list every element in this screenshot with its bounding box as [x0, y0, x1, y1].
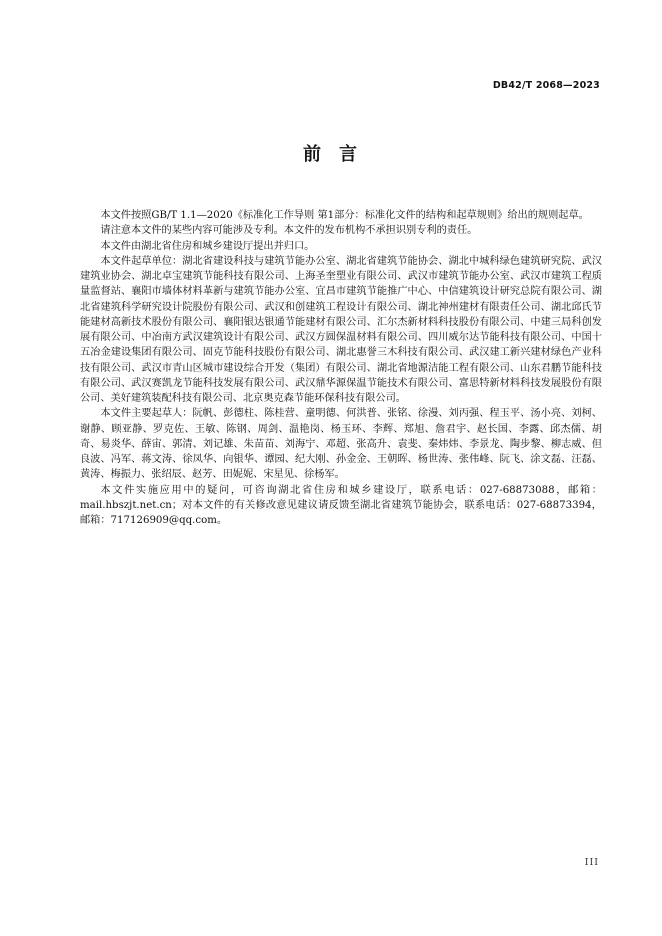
paragraph-patent-notice: 请注意本文件的某些内容可能涉及专利。本文件的发布机构不承担识别专利的责任。: [100, 225, 478, 237]
paragraph-drafters: 本文件主要起草人：阮帆、彭德柱、陈桂营、童明德、何洪普、张铭、徐漫、刘丙强、程玉平、汤小亮、刘柯、谢静、顾亚静、罗克佐、王敏、陈钢、周剑、温艳岗、杨玉环、李辉、郑旭、詹君宇、赵长国、李露、邱杰儒、胡奇、易炎华、薛宙、郭清、刘记雄、朱苗苗、刘海宁、邓超、张高升、袁斐、秦炜炜、李景龙、陶步黎、柳志威、但良波、冯军、蒋文涛、徐凤华、向银华、谭园、纪大刚、孙金金、王朝晖、杨世涛、张伟峰、阮飞、涂文磊、汪磊、黄涛、梅振力、张绍辰、赵芳、田妮妮、宋星见、徐杨军。: [80, 408, 602, 481]
paragraph-drafting-rules: 本文件按照GB/T 1.1—2020《标准化工作导则 第1部分：标准化文件的结构和起草规则》给出的规则起草。: [100, 210, 589, 221]
paragraph-drafting-units: 本文件起草单位：湖北省建设科技与建筑节能办公室、湖北省建筑节能协会、湖北中城科绿色建筑研究院、武汉建筑业协会、湖北卓宝建筑节能科技有限公司、上海圣奎塑业有限公司、武汉市建筑节能办公室、武汉市建筑工程质量监督站、襄阳市墙体材料革新与建筑节能办公室、宜昌市建筑节能推广中心、中信建筑设计研究总院有限公司、湖北省建筑科学研究设计院股份有限公司、武汉和创建筑工程设计有限公司、湖北神州建材有限责任公司、湖北邱氏节能建材高新技术股份有限公司、襄阳银达银通节能建材有限公司、汇尔杰新材料科技股份有限公司、中建三局科创发展有限公司、中冶南方武汉建筑设计有限公司、武汉方圆保温材料有限公司、四川威尔达节能科技有限公司、中国十五冶金建设集团有限公司、固克节能科技股份有限公司、湖北惠誉三木科技有限公司、武汉建工新兴建材绿色产业科技有限公司、武汉市青山区城市建设综合开发（集团）有限公司、湖北省地源洁能工程有限公司、山东君鹏节能科技有限公司、武汉赛凯龙节能科技发展有限公司、武汉鼎华源保温节能技术有限公司、富思特新材料科技发展股份有限公司、美好建筑装配科技有限公司、北京奥克森节能环保科技有限公司。: [80, 255, 602, 404]
paragraph-proposer: 本文件由湖北省住房和城乡建设厅提出并归口。: [100, 240, 315, 252]
page-title-part1: 前: [303, 144, 323, 165]
foreword-body: [80, 208, 602, 528]
page-title: [0, 140, 662, 166]
standard-code: DB42/T 2068—2023: [492, 80, 600, 91]
page-number: III: [584, 857, 599, 868]
paragraph-contact: 本文件实施应用中的疑问，可咨询湖北省住房和城乡建设厅，联系电话：027-68873088，邮箱：mail.hbszjt.net.cn；对本文件的有关修改意见建议请反馈至湖北省建筑节能协会，联系电话：027-68873394，邮箱：717126909@qq.com。: [80, 484, 602, 526]
page-title-part2: 言: [339, 144, 359, 165]
